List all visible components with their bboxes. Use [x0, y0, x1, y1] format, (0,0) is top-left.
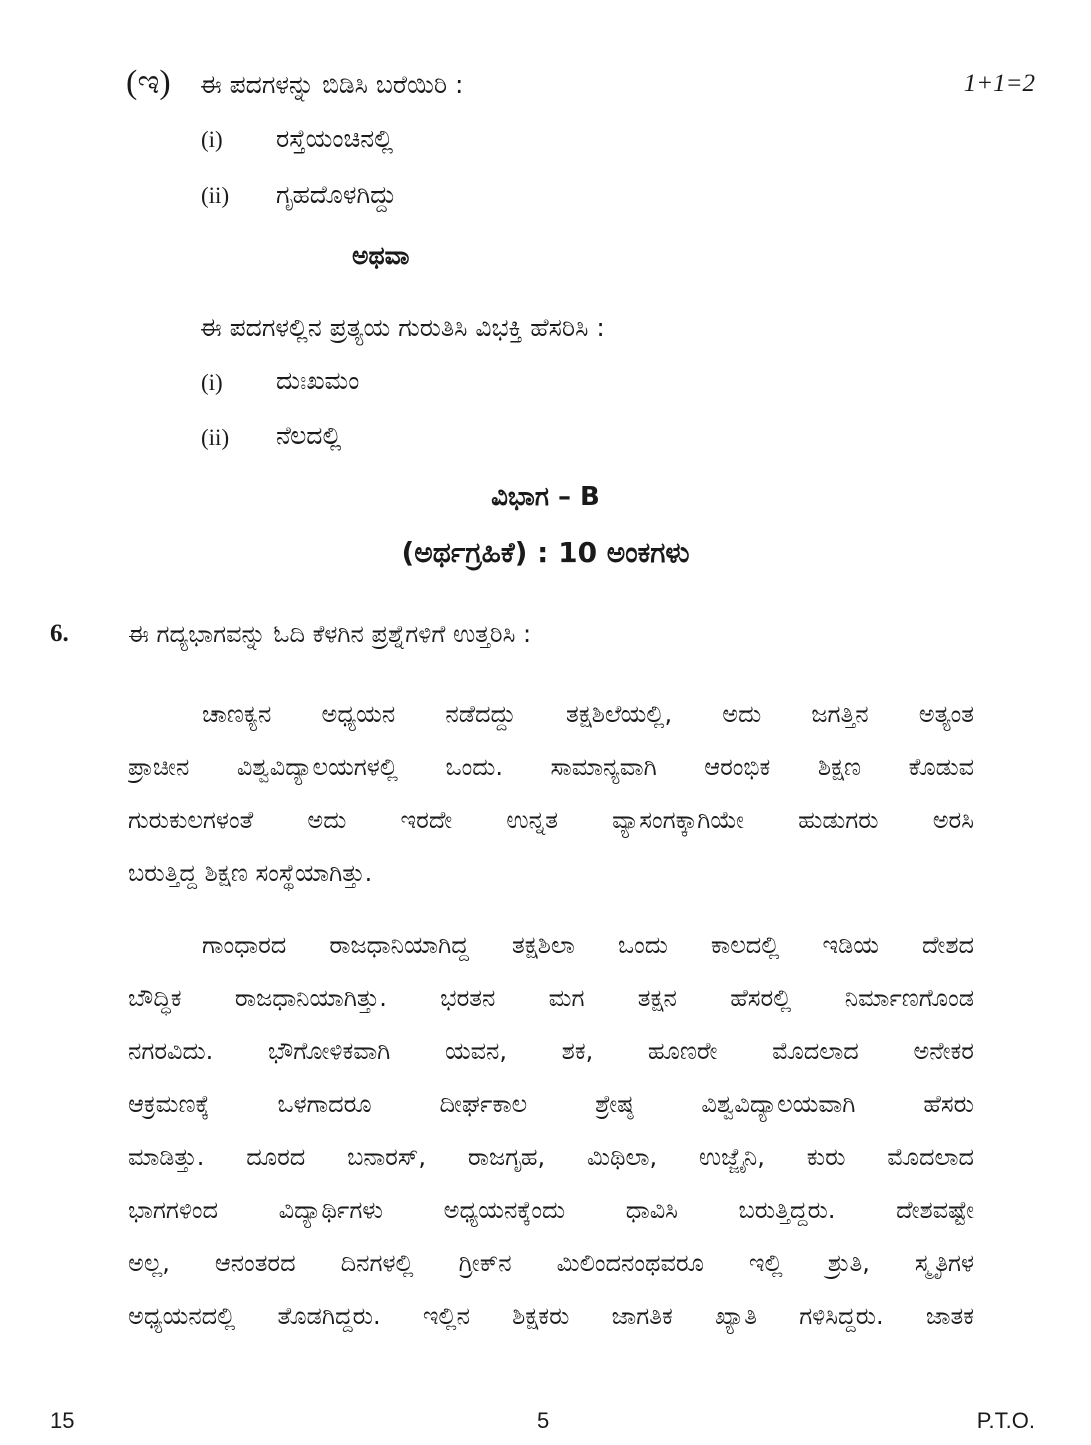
- passage-line: ಗುರುಕುಲಗಳಂತೆ ಅದು ಇರದೇ ಉನ್ನತ ವ್ಯಾಸಂಗಕ್ಕಾಗಿಯೇ ಹುಡುಗರು ಅರಸಿ: [128, 806, 974, 834]
- or-label: ಅಥವಾ: [352, 241, 410, 270]
- passage-line: ಬರುತ್ತಿದ್ದ ಶಿಕ್ಷಣ ಸಂಸ್ಥೆಯಾಗಿತ್ತು.: [128, 859, 373, 887]
- passage-line: ಅಧ್ಯಯನದಲ್ಲಿ ತೊಡಗಿದ್ದರು. ಇಲ್ಲಿನ ಶಿಕ್ಷಕರು ಜಾಗತಿಕ ಖ್ಯಾತಿ ಗಳಿಸಿದ್ದರು. ಜಾತಕ: [128, 1302, 974, 1330]
- passage-line: ನಗರವಿದು. ಭೌಗೋಳಿಕವಾಗಿ ಯವನ, ಶಕ, ಹೂಣರೇ ಮೊದಲಾದ ಅನೇಕರ: [128, 1037, 974, 1065]
- section-subtitle: (ಅರ್ಥಗ್ರಹಿಕೆ) : 10 ಅಂಕಗಳು: [401, 536, 690, 569]
- item-number: (ii): [201, 183, 230, 208]
- passage-line: ಅಲ್ಲ, ಆನಂತರದ ದಿನಗಳಲ್ಲಿ ಗ್ರೀಕ್‌ನ ಮಿಲಿಂದನಂಥವರೂ ಇಲ್ಲಿ ಶ್ರುತಿ, ಸ್ಮೃತಿಗಳ: [128, 1249, 974, 1277]
- question-number: 6.: [50, 620, 69, 647]
- part-instruction: ಈ ಪದಗಳನ್ನು ಬಿಡಿಸಿ ಬರೆಯಿರಿ :: [200, 70, 464, 99]
- passage-line: ಭಾಗಗಳಿಂದ ವಿದ್ಯಾರ್ಥಿಗಳು ಅಧ್ಯಯನಕ್ಕೆಂದು ಧಾವಿಸಿ ಬರುತ್ತಿದ್ದರು. ದೇಶವಷ್ಟೇ: [128, 1196, 974, 1224]
- item-text: ನೆಲದಲ್ಲಿ: [276, 421, 342, 450]
- item-number: (i): [201, 127, 223, 152]
- section-title: ವಿಭಾಗ – B: [491, 482, 600, 512]
- item-text: ರಸ್ತೆಯಂಚಿನಲ್ಲಿ: [276, 124, 394, 153]
- pto-label: P.T.O.: [976, 1408, 1035, 1433]
- alt-instruction: ಈ ಪದಗಳಲ್ಲಿನ ಪ್ರತ್ಯಯ ಗುರುತಿಸಿ ವಿಭಕ್ತಿ ಹೆಸರಿಸಿ :: [200, 313, 605, 342]
- passage-line: ಬೌದ್ಧಿಕ ರಾಜಧಾನಿಯಾಗಿತ್ತು. ಭರತನ ಮಗ ತಕ್ಷನ ಹೆಸರಲ್ಲಿ ನಿರ್ಮಾಣಗೊಂಡ: [128, 984, 974, 1012]
- question-instruction: ಈ ಗದ್ಯಭಾಗವನ್ನು ಓದಿ ಕೆಳಗಿನ ಪ್ರಶ್ನೆಗಳಿಗೆ ಉತ್ತರಿಸಿ :: [128, 620, 532, 648]
- item-text: ಗೃಹದೊಳಗಿದ್ದು: [276, 180, 397, 209]
- paper-code: 15: [50, 1408, 75, 1433]
- part-label: (ಇ): [126, 64, 171, 101]
- item-text: ದುಃಖಮಂ: [276, 366, 360, 395]
- passage-line: ಪ್ರಾಚೀನ ವಿಶ್ವವಿದ್ಯಾಲಯಗಳಲ್ಲಿ ಒಂದು. ಸಾಮಾನ್ಯವಾಗಿ ಆರಂಭಿಕ ಶಿಕ್ಷಣ ಕೊಡುವ: [128, 753, 974, 781]
- item-number: (i): [201, 370, 223, 395]
- passage-line: ಮಾಡಿತ್ತು. ದೂರದ ಬನಾರಸ್, ರಾಜಗೃಹ, ಮಿಥಿಲಾ, ಉಜ್ಜೈನಿ, ಕುರು ಮೊದಲಾದ: [128, 1143, 974, 1171]
- marks-allocation: 1+1=2: [963, 70, 1035, 97]
- item-number: (ii): [201, 425, 230, 450]
- passage-paragraph-1: [128, 688, 974, 900]
- passage-line: ಚಾಣಕ್ಯನ ಅಧ್ಯಯನ ನಡೆದದ್ದು ತಕ್ಷಶಿಲೆಯಲ್ಲಿ, ಅದು ಜಗತ್ತಿನ ಅತ್ಯಂತ: [202, 700, 974, 728]
- passage-paragraph-2: [128, 919, 974, 1343]
- page-number: 5: [537, 1408, 550, 1433]
- passage-line: ಆಕ್ರಮಣಕ್ಕೆ ಒಳಗಾದರೂ ದೀರ್ಘಕಾಲ ಶ್ರೇಷ್ಠ ವಿಶ್ವವಿದ್ಯಾಲಯವಾಗಿ ಹೆಸರು: [128, 1090, 974, 1118]
- passage-line: ಗಾಂಧಾರದ ರಾಜಧಾನಿಯಾಗಿದ್ದ ತಕ್ಷಶಿಲಾ ಒಂದು ಕಾಲದಲ್ಲಿ ಇಡಿಯ ದೇಶದ: [202, 931, 974, 959]
